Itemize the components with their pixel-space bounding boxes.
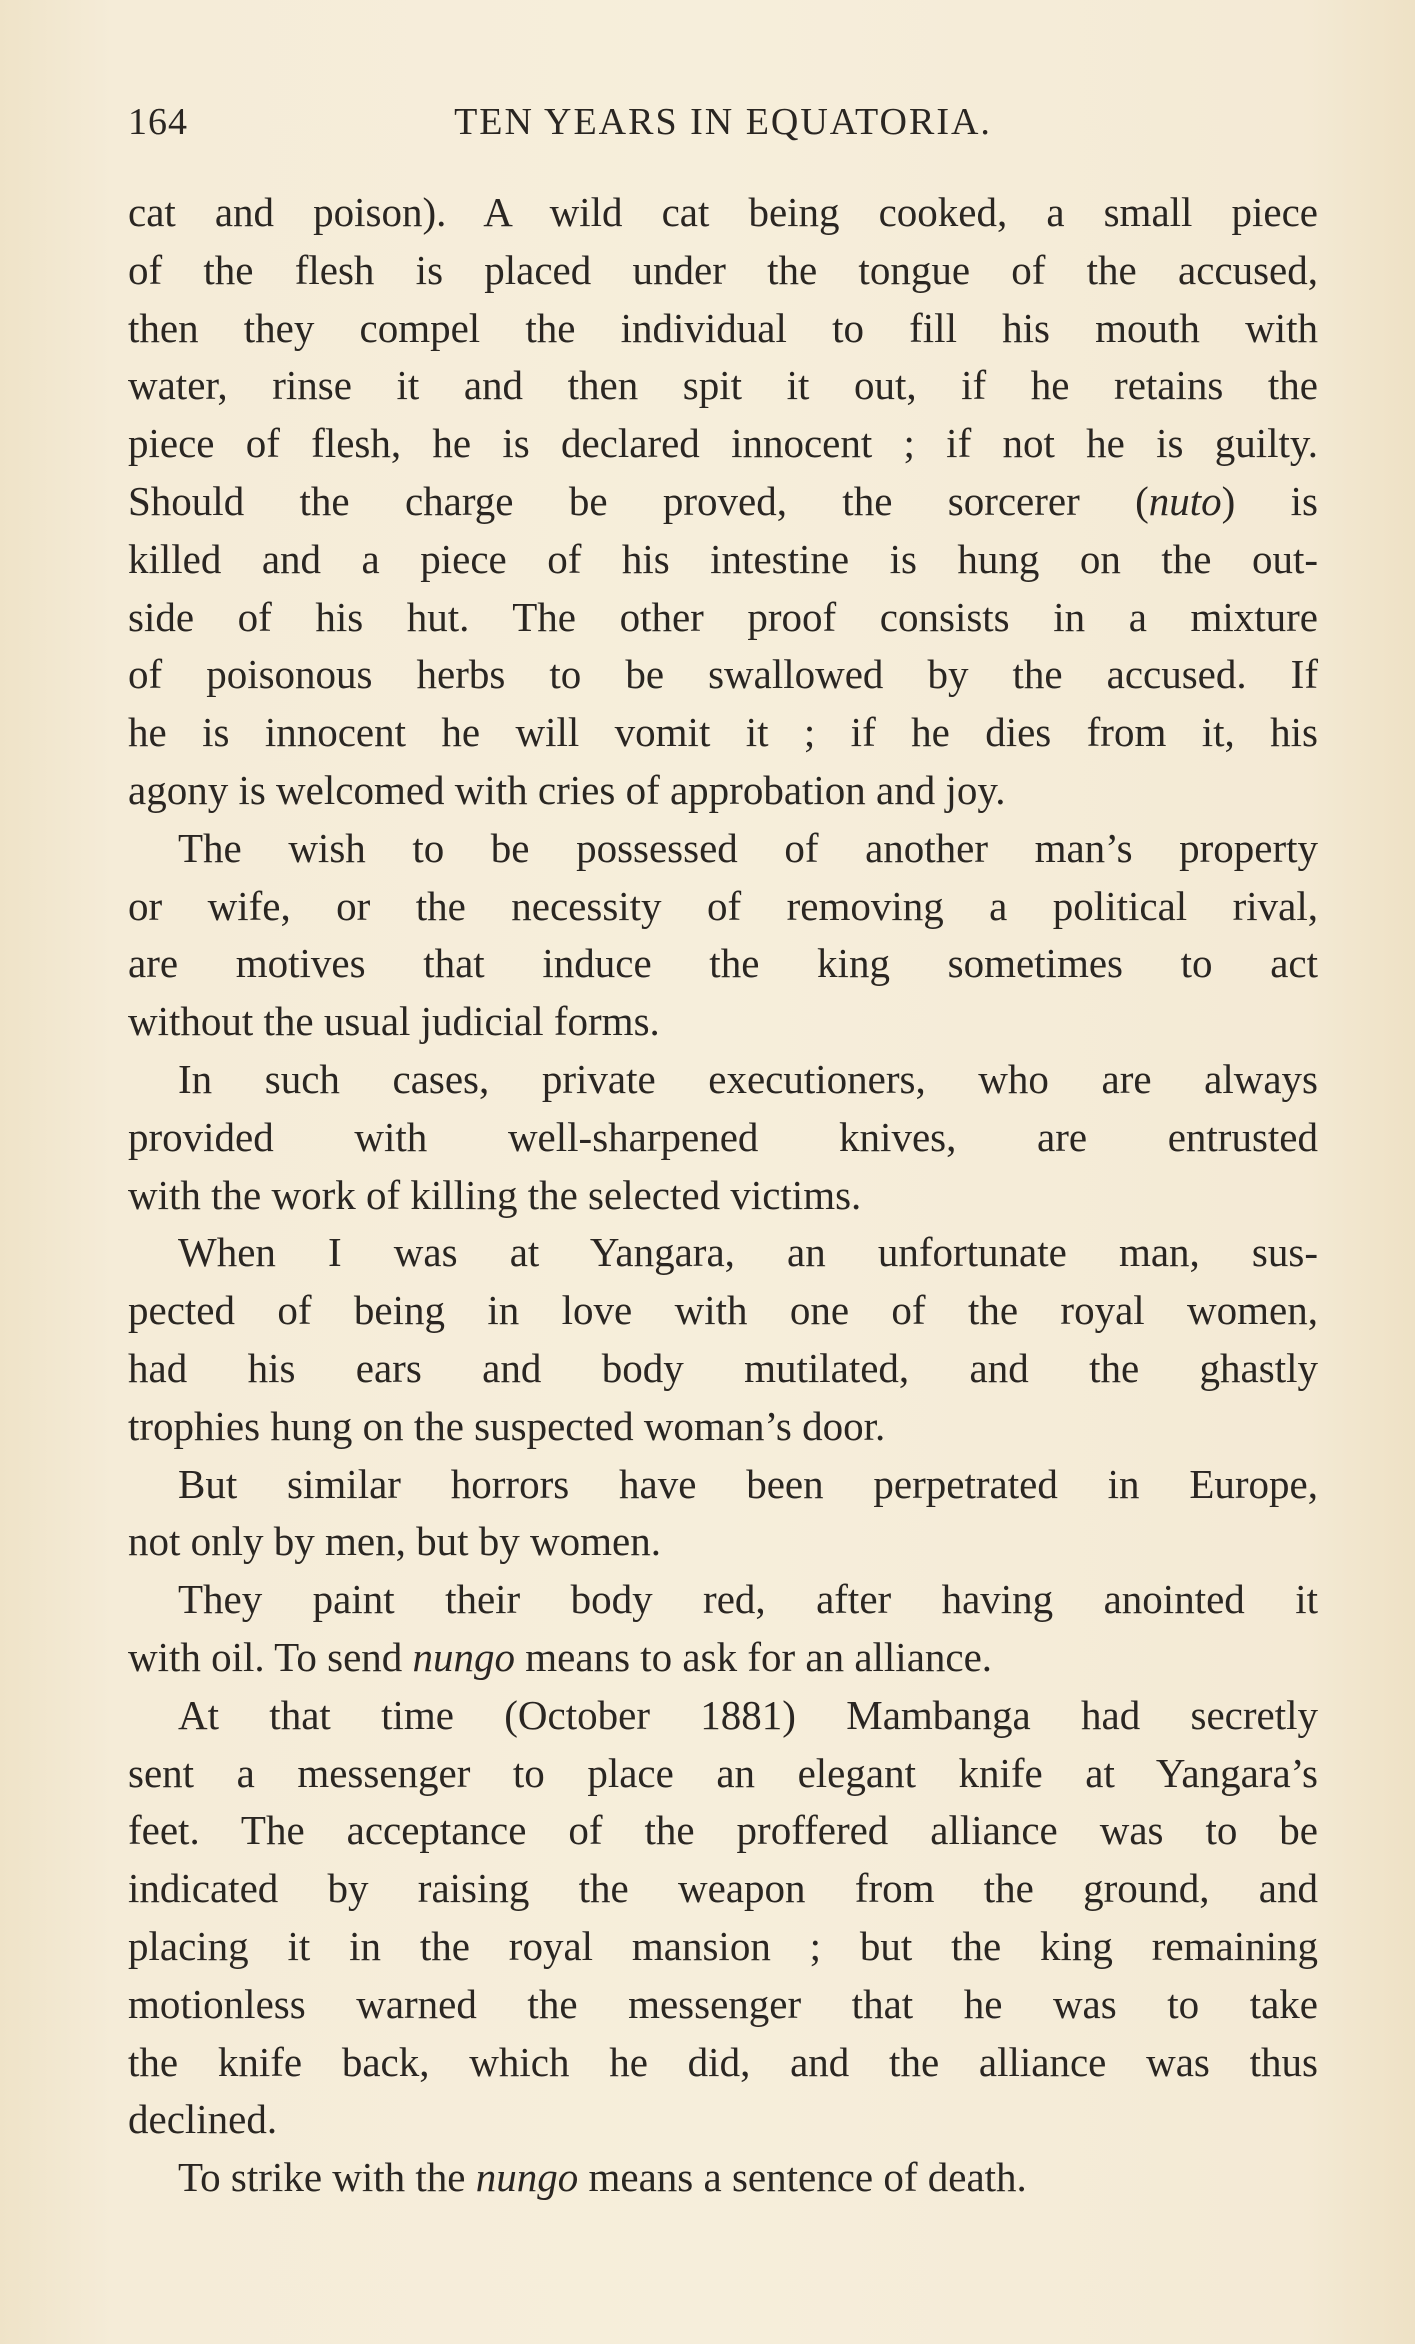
text-segment: To strike with the	[178, 2154, 476, 2201]
text-line: indicated by raising the weapon from the ground, and	[128, 1865, 1318, 1912]
paragraph	[128, 820, 1318, 1051]
text-line: In such cases, private executioners, who are always	[178, 1055, 1318, 1102]
text-segment: means a sentence of death.	[578, 2154, 1027, 2201]
italic-term: nuto	[1148, 477, 1222, 524]
text-line: of the flesh is placed under the tongue of the accused,	[128, 246, 1318, 293]
text-line: trophies hung on the suspected woman’s door.	[128, 1402, 886, 1449]
text-line: motionless warned the messenger that he was to take	[128, 1980, 1318, 2027]
text-line: he is innocent he will vomit it ; if he dies from it, his	[128, 709, 1318, 756]
text-line: But similar horrors have been perpetrated in Europe,	[178, 1460, 1318, 1507]
text-line: with the work of killing the selected victims.	[128, 1171, 862, 1218]
text-line: the knife back, which he did, and the alliance was thus	[128, 2038, 1318, 2085]
text-line: water, rinse it and then spit it out, if he retains the	[128, 362, 1318, 409]
running-head	[128, 100, 1318, 160]
text-line	[128, 2149, 1318, 2207]
text-line: pected of being in love with one of the royal women,	[128, 1287, 1318, 1334]
paragraph	[128, 2149, 1318, 2207]
text-segment: Should the charge be proved, the sorcerer (	[128, 477, 1149, 524]
text-line: agony is welcomed with cries of approbation and joy.	[128, 766, 1006, 813]
text-line: not only by men, but by women.	[128, 1518, 661, 1565]
body-text	[128, 184, 1318, 2207]
paragraph	[128, 1687, 1318, 2149]
text-line: The wish to be possessed of another man’s property	[178, 824, 1318, 871]
text-line: placing it in the royal mansion ; but the king remaining	[128, 1922, 1318, 1969]
page-number: 164	[128, 101, 188, 143]
text-segment: with oil. To send	[128, 1633, 413, 1680]
text-line: killed and a piece of his intestine is hung on the out-	[128, 535, 1318, 582]
text-line: of poisonous herbs to be swallowed by the accused. If	[128, 651, 1318, 698]
text-line: or wife, or the necessity of removing a political rival,	[128, 882, 1318, 929]
text-line: declined.	[128, 2096, 278, 2143]
text-line: sent a messenger to place an elegant knife at Yangara’s	[128, 1749, 1318, 1796]
text-line: They paint their body red, after having anointed it	[178, 1576, 1318, 1623]
text-line: feet. The acceptance of the proffered alliance was to be	[128, 1807, 1318, 1854]
text-line: side of his hut. The other proof consists in a mixture	[128, 593, 1318, 640]
paragraph	[128, 1456, 1318, 1572]
italic-term: nungo	[475, 2154, 579, 2201]
paragraph	[128, 1224, 1318, 1455]
text-line	[128, 1629, 1318, 1687]
text-line: cat and poison). A wild cat being cooked, a small piece	[128, 189, 1318, 235]
italic-term: nungo	[412, 1633, 516, 1680]
text-line: had his ears and body mutilated, and the ghastly	[128, 1344, 1318, 1391]
text-line: At that time (October 1881) Mambanga had secretly	[178, 1691, 1318, 1738]
text-line: provided with well-sharpened knives, are entrusted	[128, 1113, 1318, 1160]
running-title: TEN YEARS IN EQUATORIA.	[454, 101, 992, 143]
text-line: are motives that induce the king sometimes to act	[128, 940, 1318, 987]
text-segment: ) is	[1221, 477, 1318, 524]
text-line: without the usual judicial forms.	[128, 998, 660, 1045]
paragraph	[128, 184, 1318, 820]
text-line: When I was at Yangara, an unfortunate man, sus-	[178, 1229, 1318, 1276]
text-line	[128, 473, 1318, 531]
text-segment: means to ask for an alliance.	[515, 1633, 993, 1680]
paragraph	[128, 1051, 1318, 1224]
paragraph	[128, 1571, 1318, 1687]
text-line: piece of flesh, he is declared innocent ; if not he is guilty.	[128, 420, 1318, 467]
text-line: then they compel the individual to fill his mouth with	[128, 304, 1318, 351]
